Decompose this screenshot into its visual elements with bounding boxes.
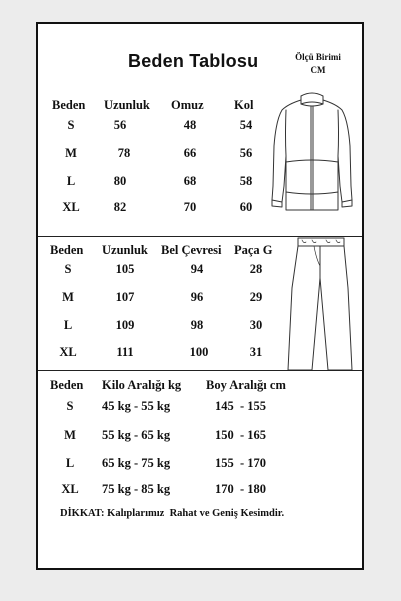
table-cell: L xyxy=(66,174,76,188)
unit-label-line1: Ölçü Birimi xyxy=(295,52,341,62)
table-cell: 31 xyxy=(249,345,263,359)
table-cell: 56 xyxy=(113,118,127,132)
table-cell: S xyxy=(66,399,74,413)
jacket-header-sleeve: Kol xyxy=(234,98,254,112)
jacket-header-length: Uzunluk xyxy=(104,98,150,112)
table-cell: L xyxy=(63,318,73,332)
table-cell: 75 kg - 85 kg xyxy=(102,482,171,496)
table-cell: 45 kg - 55 kg xyxy=(102,399,171,413)
table-cell: M xyxy=(62,290,74,304)
table-cell: 55 kg - 65 kg xyxy=(102,428,171,442)
table-cell: 94 xyxy=(190,262,204,276)
table-cell: 58 xyxy=(239,174,253,188)
unit-label-line2: CM xyxy=(310,65,326,75)
table-cell: 65 kg - 75 kg xyxy=(102,456,171,470)
table-cell: 155 - 170 xyxy=(215,456,267,470)
table-cell: M xyxy=(64,428,76,442)
table-cell: 111 xyxy=(116,345,134,359)
jacket-header-shoulder: Omuz xyxy=(171,98,204,112)
table-cell: 28 xyxy=(249,262,263,276)
table-cell: 80 xyxy=(113,174,127,188)
size-chart-card xyxy=(36,22,364,570)
table-cell: XL xyxy=(62,200,80,214)
table-cell: XL xyxy=(61,482,79,496)
table-cell: 170 - 180 xyxy=(215,482,267,496)
pants-illustration-icon xyxy=(278,230,362,378)
table-cell: 70 xyxy=(183,200,197,214)
table-cell: 66 xyxy=(183,146,197,160)
table-cell: 150 - 165 xyxy=(215,428,267,442)
table-cell: 98 xyxy=(190,318,204,332)
table-cell: 29 xyxy=(249,290,263,304)
jacket-illustration-icon xyxy=(268,86,356,236)
table-cell: 56 xyxy=(239,146,253,160)
table-cell: 100 xyxy=(189,345,209,359)
chart-title: Beden Tablosu xyxy=(128,51,259,71)
table-cell: 96 xyxy=(190,290,204,304)
table-cell: S xyxy=(67,118,75,132)
pants-header-waist: Bel Çevresi xyxy=(161,243,222,257)
table-cell: 107 xyxy=(115,290,135,304)
table-cell: 68 xyxy=(183,174,197,188)
table-cell: 78 xyxy=(117,146,131,160)
jacket-header-size: Beden xyxy=(52,98,86,112)
table-cell: 54 xyxy=(239,118,253,132)
table-cell: 105 xyxy=(115,262,135,276)
table-cell: 145 - 155 xyxy=(215,399,267,413)
pants-header-length: Uzunluk xyxy=(102,243,148,257)
table-cell: 60 xyxy=(239,200,253,214)
table-cell: 48 xyxy=(183,118,197,132)
table-cell: M xyxy=(65,146,77,160)
fit-header-size: Beden xyxy=(50,378,84,392)
table-cell: L xyxy=(65,456,75,470)
fit-note: DİKKAT: Kalıplarımız Rahat ve Geniş Kesimdir. xyxy=(60,508,285,519)
table-cell: 82 xyxy=(113,200,127,214)
table-cell: XL xyxy=(59,345,77,359)
pants-header-size: Beden xyxy=(50,243,84,257)
section-divider xyxy=(38,370,362,371)
fit-header-weight: Kilo Aralığı kg xyxy=(102,378,182,392)
table-cell: S xyxy=(64,262,72,276)
table-cell: 109 xyxy=(115,318,135,332)
unit-label xyxy=(288,51,348,77)
fit-header-height: Boy Aralığı cm xyxy=(206,378,286,392)
pants-header-hem: Paça G xyxy=(234,243,273,257)
table-cell: 30 xyxy=(249,318,263,332)
